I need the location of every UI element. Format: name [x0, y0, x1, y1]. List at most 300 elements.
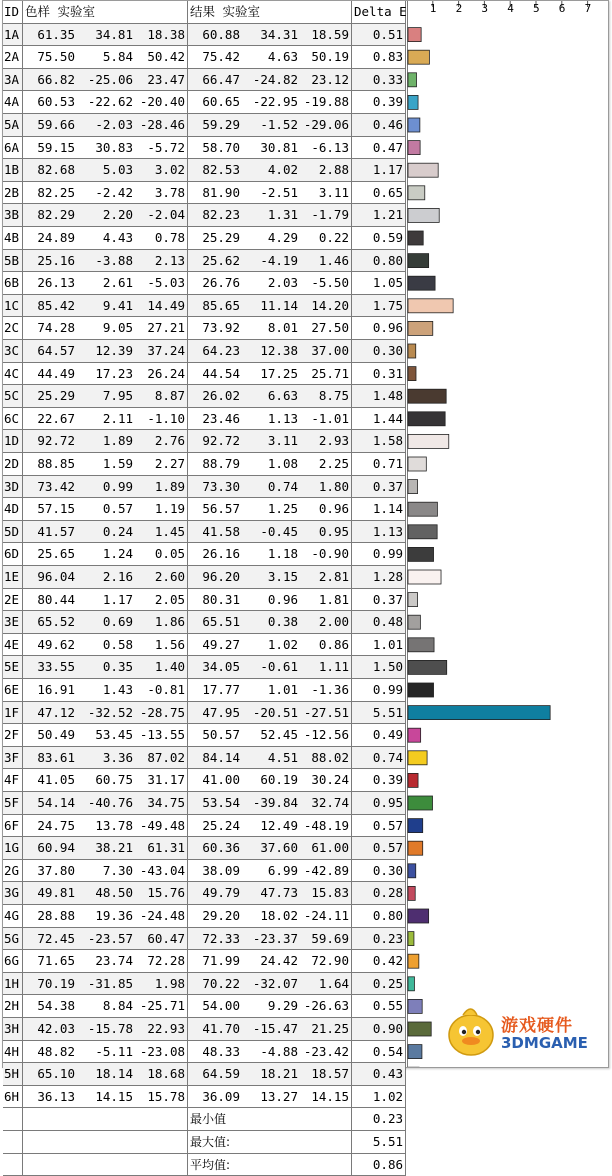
result-b: -26.63	[300, 995, 352, 1018]
sample-l: 82.25	[23, 182, 77, 205]
result-b: 88.02	[300, 747, 352, 770]
logo-main-text: 游戏硬件	[501, 1016, 573, 1036]
result-a: 47.73	[242, 882, 300, 905]
delta-e-value: 0.31	[352, 363, 406, 386]
sample-l: 25.65	[23, 543, 77, 566]
sample-l: 26.13	[23, 272, 77, 295]
sample-l: 82.29	[23, 204, 77, 227]
sample-b: -20.40	[135, 91, 188, 114]
result-b: 1.11	[300, 656, 352, 679]
sample-b: 2.13	[135, 250, 188, 273]
result-a: -32.07	[242, 973, 300, 996]
result-l: 17.77	[188, 679, 242, 702]
result-b: -12.56	[300, 724, 352, 747]
summary-row	[3, 1131, 407, 1154]
sample-l: 57.15	[23, 498, 77, 521]
delta-e-value: 0.99	[352, 679, 406, 702]
result-b: -1.36	[300, 679, 352, 702]
result-a: 30.81	[242, 137, 300, 160]
summary-blank-cell	[23, 1108, 188, 1131]
row-id: 5E	[3, 656, 23, 679]
sample-a: 30.83	[77, 137, 135, 160]
delta-e-bar	[408, 186, 425, 200]
result-l: 25.62	[188, 250, 242, 273]
result-l: 53.54	[188, 792, 242, 815]
sample-a: 18.14	[77, 1063, 135, 1086]
result-a: 0.74	[242, 476, 300, 499]
table-row	[3, 430, 407, 453]
table-row	[3, 702, 407, 725]
result-b: 2.81	[300, 566, 352, 589]
row-id: 4A	[3, 91, 23, 114]
delta-e-bar	[408, 999, 422, 1013]
result-a: -4.19	[242, 250, 300, 273]
table-row	[3, 227, 407, 250]
sample-b: -13.55	[135, 724, 188, 747]
delta-e-bar	[408, 796, 433, 810]
delta-e-value: 0.55	[352, 995, 406, 1018]
delta-e-bar	[408, 593, 418, 607]
result-b: -29.06	[300, 114, 352, 137]
delta-e-value: 1.17	[352, 159, 406, 182]
sample-b: 87.02	[135, 747, 188, 770]
result-a: 1.31	[242, 204, 300, 227]
row-id: 4H	[3, 1041, 23, 1064]
table-row	[3, 46, 407, 69]
sample-b: 37.24	[135, 340, 188, 363]
row-id: 6C	[3, 408, 23, 431]
sample-b: -5.03	[135, 272, 188, 295]
sample-l: 73.42	[23, 476, 77, 499]
result-l: 41.70	[188, 1018, 242, 1041]
delta-e-value: 0.37	[352, 589, 406, 612]
table-row	[3, 995, 407, 1018]
delta-e-bar	[408, 118, 420, 132]
delta-e-bar	[408, 841, 423, 855]
table-row	[3, 882, 407, 905]
result-b: 1.46	[300, 250, 352, 273]
sample-l: 59.66	[23, 114, 77, 137]
sample-a: 1.89	[77, 430, 135, 453]
summary-label: 平均值:	[188, 1154, 352, 1176]
row-id: 4C	[3, 363, 23, 386]
row-id: 3E	[3, 611, 23, 634]
delta-e-value: 0.57	[352, 837, 406, 860]
delta-e-bar	[408, 389, 446, 403]
sample-b: 1.86	[135, 611, 188, 634]
delta-e-bar	[408, 773, 418, 787]
sample-a: -40.76	[77, 792, 135, 815]
sample-a: -5.11	[77, 1041, 135, 1064]
table-row	[3, 611, 407, 634]
row-id: 5G	[3, 928, 23, 951]
table-row	[3, 250, 407, 273]
result-b: -1.79	[300, 204, 352, 227]
header-row	[3, 1, 407, 24]
result-b: 14.15	[300, 1086, 352, 1109]
summary-value: 0.86	[352, 1154, 406, 1176]
delta-e-bar	[408, 638, 434, 652]
sample-b: 0.05	[135, 543, 188, 566]
result-b: 37.00	[300, 340, 352, 363]
delta-e-value: 1.21	[352, 204, 406, 227]
result-a: 4.63	[242, 46, 300, 69]
sample-a: 0.35	[77, 656, 135, 679]
row-id: 6A	[3, 137, 23, 160]
row-id: 2C	[3, 317, 23, 340]
table-row	[3, 498, 407, 521]
summary-id-cell	[3, 1108, 23, 1131]
result-a: -4.88	[242, 1041, 300, 1064]
result-b: -5.50	[300, 272, 352, 295]
sample-l: 65.52	[23, 611, 77, 634]
result-a: 24.42	[242, 950, 300, 973]
table-row	[3, 521, 407, 544]
sample-l: 22.67	[23, 408, 77, 431]
sample-a: 2.11	[77, 408, 135, 431]
result-b: 15.83	[300, 882, 352, 905]
sample-b: 15.76	[135, 882, 188, 905]
delta-e-value: 0.80	[352, 905, 406, 928]
row-id: 1F	[3, 702, 23, 725]
delta-e-value: 0.65	[352, 182, 406, 205]
row-id: 2E	[3, 589, 23, 612]
result-a: 6.63	[242, 385, 300, 408]
delta-e-value: 1.75	[352, 295, 406, 318]
delta-e-value: 0.49	[352, 724, 406, 747]
result-a: 12.38	[242, 340, 300, 363]
sample-b: -49.48	[135, 815, 188, 838]
sample-b: -24.48	[135, 905, 188, 928]
sample-b: 60.47	[135, 928, 188, 951]
sample-a: 34.81	[77, 24, 135, 47]
table-row	[3, 272, 407, 295]
result-a: 9.29	[242, 995, 300, 1018]
table-row	[3, 1063, 407, 1086]
result-b: -6.13	[300, 137, 352, 160]
sample-b: -0.81	[135, 679, 188, 702]
duck-mascot-icon	[443, 1001, 499, 1059]
sample-l: 28.88	[23, 905, 77, 928]
delta-e-bar	[408, 480, 418, 494]
sample-b: 61.31	[135, 837, 188, 860]
delta-e-value: 0.33	[352, 69, 406, 92]
result-l: 60.36	[188, 837, 242, 860]
sample-l: 47.12	[23, 702, 77, 725]
sample-l: 41.05	[23, 769, 77, 792]
result-b: -27.51	[300, 702, 352, 725]
sample-a: -23.57	[77, 928, 135, 951]
delta-e-bar	[408, 231, 423, 245]
delta-e-value: 0.42	[352, 950, 406, 973]
sample-a: -15.78	[77, 1018, 135, 1041]
result-l: 26.76	[188, 272, 242, 295]
delta-e-bar	[408, 886, 415, 900]
axis-tick-label: 6	[558, 2, 566, 15]
sample-a: 2.61	[77, 272, 135, 295]
header-sample: 色样 实验室	[23, 1, 188, 24]
delta-e-value: 0.43	[352, 1063, 406, 1086]
sample-a: 0.58	[77, 634, 135, 657]
sample-l: 65.10	[23, 1063, 77, 1086]
result-l: 60.88	[188, 24, 242, 47]
summary-id-cell	[3, 1131, 23, 1154]
result-a: 3.11	[242, 430, 300, 453]
table-row	[3, 159, 407, 182]
sample-b: 23.47	[135, 69, 188, 92]
row-id: 5C	[3, 385, 23, 408]
row-id: 1G	[3, 837, 23, 860]
delta-e-bar	[408, 706, 550, 720]
sample-a: 38.21	[77, 837, 135, 860]
sample-b: 3.78	[135, 182, 188, 205]
sample-a: 12.39	[77, 340, 135, 363]
delta-e-value: 1.28	[352, 566, 406, 589]
sample-a: 1.24	[77, 543, 135, 566]
result-b: 1.64	[300, 973, 352, 996]
delta-e-value: 0.57	[352, 815, 406, 838]
result-a: 37.60	[242, 837, 300, 860]
result-l: 73.30	[188, 476, 242, 499]
sample-a: 4.43	[77, 227, 135, 250]
delta-e-value: 0.96	[352, 317, 406, 340]
delta-e-bar	[408, 728, 421, 742]
axis-tick-label: 3	[481, 2, 489, 15]
result-a: 1.08	[242, 453, 300, 476]
row-id: 5A	[3, 114, 23, 137]
table-row	[3, 182, 407, 205]
sample-l: 25.16	[23, 250, 77, 273]
result-b: -42.89	[300, 860, 352, 883]
sample-b: -25.71	[135, 995, 188, 1018]
result-b: 21.25	[300, 1018, 352, 1041]
delta-e-value: 0.99	[352, 543, 406, 566]
result-l: 59.29	[188, 114, 242, 137]
row-id: 3H	[3, 1018, 23, 1041]
delta-e-bar	[408, 28, 421, 42]
result-a: 4.51	[242, 747, 300, 770]
result-l: 85.65	[188, 295, 242, 318]
result-l: 72.33	[188, 928, 242, 951]
delta-e-bar-chart	[407, 1, 608, 1067]
result-l: 70.22	[188, 973, 242, 996]
sample-b: 34.75	[135, 792, 188, 815]
result-l: 38.09	[188, 860, 242, 883]
delta-e-bar	[408, 683, 434, 697]
result-a: 8.01	[242, 317, 300, 340]
result-l: 75.42	[188, 46, 242, 69]
result-a: 0.38	[242, 611, 300, 634]
delta-e-bar	[408, 434, 449, 448]
result-a: 1.01	[242, 679, 300, 702]
result-b: 2.00	[300, 611, 352, 634]
delta-e-value: 0.90	[352, 1018, 406, 1041]
delta-e-bar	[408, 954, 419, 968]
sample-b: 14.49	[135, 295, 188, 318]
result-b: -0.90	[300, 543, 352, 566]
result-b: -19.88	[300, 91, 352, 114]
sample-l: 37.80	[23, 860, 77, 883]
sample-a: 53.45	[77, 724, 135, 747]
delta-e-bar	[408, 344, 416, 358]
table-row	[3, 860, 407, 883]
result-l: 47.95	[188, 702, 242, 725]
row-id: 3C	[3, 340, 23, 363]
row-id: 3D	[3, 476, 23, 499]
delta-e-bar	[408, 50, 429, 64]
sample-b: 18.68	[135, 1063, 188, 1086]
sample-b: 1.89	[135, 476, 188, 499]
result-b: 14.20	[300, 295, 352, 318]
sample-a: 2.16	[77, 566, 135, 589]
sample-l: 54.14	[23, 792, 77, 815]
result-b: 23.12	[300, 69, 352, 92]
table-row	[3, 385, 407, 408]
sample-l: 92.72	[23, 430, 77, 453]
sample-b: 15.78	[135, 1086, 188, 1109]
delta-e-value: 0.30	[352, 340, 406, 363]
delta-e-bar	[408, 547, 434, 561]
result-a: 4.29	[242, 227, 300, 250]
sample-l: 60.94	[23, 837, 77, 860]
sample-a: -2.42	[77, 182, 135, 205]
table-row	[3, 295, 407, 318]
sample-l: 60.53	[23, 91, 77, 114]
delta-e-value: 0.39	[352, 91, 406, 114]
table-row	[3, 656, 407, 679]
sample-a: 9.05	[77, 317, 135, 340]
result-l: 88.79	[188, 453, 242, 476]
sample-l: 36.13	[23, 1086, 77, 1109]
result-a: -23.37	[242, 928, 300, 951]
table-row	[3, 837, 407, 860]
sample-b: -2.04	[135, 204, 188, 227]
result-l: 66.47	[188, 69, 242, 92]
result-b: 25.71	[300, 363, 352, 386]
sample-b: 50.42	[135, 46, 188, 69]
result-b: 50.19	[300, 46, 352, 69]
result-b: 27.50	[300, 317, 352, 340]
delta-e-bar	[408, 909, 429, 923]
row-id: 1C	[3, 295, 23, 318]
row-id: 2G	[3, 860, 23, 883]
sample-l: 71.65	[23, 950, 77, 973]
sample-l: 49.81	[23, 882, 77, 905]
result-b: 0.22	[300, 227, 352, 250]
row-id: 4D	[3, 498, 23, 521]
sample-a: 48.50	[77, 882, 135, 905]
table-row	[3, 543, 407, 566]
summary-value: 0.23	[352, 1108, 406, 1131]
sample-l: 59.15	[23, 137, 77, 160]
delta-e-value: 0.46	[352, 114, 406, 137]
delta-e-bar	[408, 299, 453, 313]
table-row	[3, 476, 407, 499]
site-logo	[443, 1001, 603, 1061]
sample-a: 7.30	[77, 860, 135, 883]
sample-l: 64.57	[23, 340, 77, 363]
delta-e-value: 0.80	[352, 250, 406, 273]
result-a: 34.31	[242, 24, 300, 47]
delta-e-value: 0.74	[352, 747, 406, 770]
row-id: 4E	[3, 634, 23, 657]
sample-a: 19.36	[77, 905, 135, 928]
sample-a: 9.41	[77, 295, 135, 318]
result-b: 18.59	[300, 24, 352, 47]
result-l: 58.70	[188, 137, 242, 160]
delta-e-value: 0.48	[352, 611, 406, 634]
delta-e-value: 0.95	[352, 792, 406, 815]
result-b: 3.11	[300, 182, 352, 205]
delta-e-value: 1.01	[352, 634, 406, 657]
sample-a: -3.88	[77, 250, 135, 273]
row-id: 3G	[3, 882, 23, 905]
result-l: 49.27	[188, 634, 242, 657]
sample-l: 33.55	[23, 656, 77, 679]
result-a: 18.02	[242, 905, 300, 928]
result-a: 2.03	[242, 272, 300, 295]
result-a: -2.51	[242, 182, 300, 205]
result-a: 1.02	[242, 634, 300, 657]
sample-b: 2.27	[135, 453, 188, 476]
sample-b: 31.17	[135, 769, 188, 792]
sample-l: 42.03	[23, 1018, 77, 1041]
result-l: 49.79	[188, 882, 242, 905]
delta-e-bar	[408, 276, 435, 290]
sample-l: 96.04	[23, 566, 77, 589]
result-a: -22.95	[242, 91, 300, 114]
delta-e-bar	[408, 932, 414, 946]
result-a: 18.21	[242, 1063, 300, 1086]
delta-e-value: 0.59	[352, 227, 406, 250]
axis-tick-label: 2	[455, 2, 463, 15]
result-l: 50.57	[188, 724, 242, 747]
sample-b: 1.56	[135, 634, 188, 657]
sample-l: 41.57	[23, 521, 77, 544]
sample-a: 1.43	[77, 679, 135, 702]
table-row	[3, 363, 407, 386]
result-b: 18.57	[300, 1063, 352, 1086]
delta-e-value: 5.51	[352, 702, 406, 725]
sample-b: -5.72	[135, 137, 188, 160]
sample-l: 74.28	[23, 317, 77, 340]
sample-a: 23.74	[77, 950, 135, 973]
delta-e-bar	[408, 525, 437, 539]
result-b: -1.01	[300, 408, 352, 431]
result-a: 6.99	[242, 860, 300, 883]
table-row	[3, 724, 407, 747]
result-l: 25.29	[188, 227, 242, 250]
row-id: 4B	[3, 227, 23, 250]
sample-b: 1.45	[135, 521, 188, 544]
header-delta-e: Delta E	[352, 1, 406, 24]
result-a: 60.19	[242, 769, 300, 792]
result-b: 2.25	[300, 453, 352, 476]
result-b: 72.90	[300, 950, 352, 973]
row-id: 6F	[3, 815, 23, 838]
delta-e-bar	[408, 864, 416, 878]
sample-l: 72.45	[23, 928, 77, 951]
result-a: 4.02	[242, 159, 300, 182]
result-l: 54.00	[188, 995, 242, 1018]
summary-id-cell	[3, 1154, 23, 1176]
table-row	[3, 792, 407, 815]
result-l: 64.59	[188, 1063, 242, 1086]
result-l: 41.00	[188, 769, 242, 792]
delta-e-value: 1.13	[352, 521, 406, 544]
table-row	[3, 69, 407, 92]
delta-e-bar	[408, 141, 420, 155]
